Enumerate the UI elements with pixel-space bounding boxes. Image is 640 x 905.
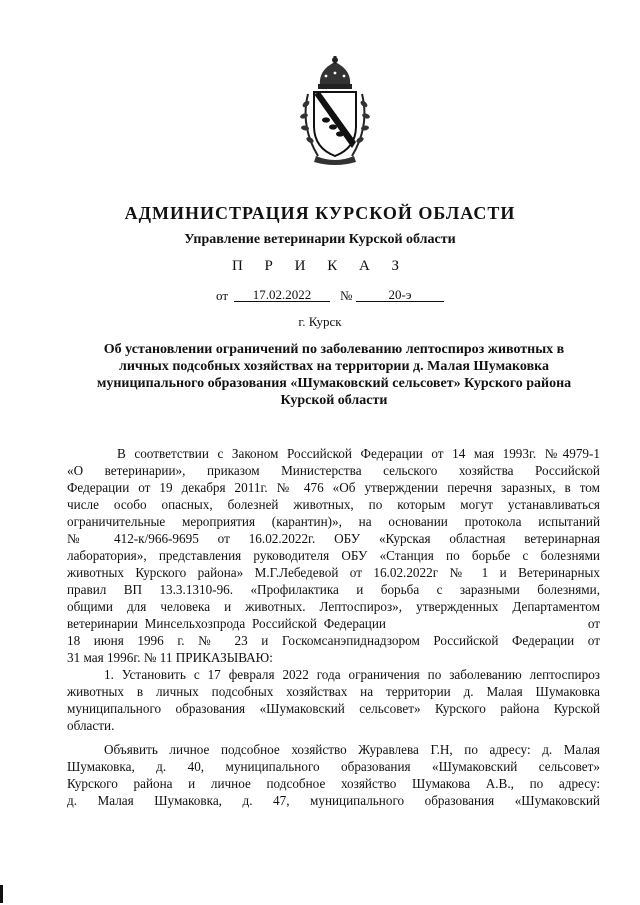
body-line: 1. Установить с 17 февраля 2022 года ограничения по заболеванию лептоспироз xyxy=(104,667,600,682)
body-line: 31 мая 1996г. № 11 ПРИКАЗЫВАЮ: xyxy=(67,650,273,665)
organization-name: АДМИНИСТРАЦИЯ КУРСКОЙ ОБЛАСТИ xyxy=(124,203,516,223)
order-title xyxy=(60,341,608,409)
title-line: муниципального образования «Шумаковский сельсовет» Курского района xyxy=(96,376,572,391)
body-line: № 412-к/966-9695 от 16.02.2022г. ОБУ «Курская областная ветеринарная xyxy=(67,531,600,546)
body-line: Шумаковка, д. 40, муниципального образования «Шумаковский сельсовет» xyxy=(67,759,600,774)
body-line: ветеринарии Минсельхозпрода Российской Федерации от xyxy=(67,616,600,631)
title-line: Об установлении ограничений по заболеванию лептоспироз животных в xyxy=(103,342,565,357)
body-line: числе особо опасных, болезней животных, по которым могут устанавливаться xyxy=(67,497,600,512)
document-type: П Р И К А З xyxy=(231,258,409,274)
body-line: ограничительные мероприятия (карантин)», на основании протокола испытаний xyxy=(67,514,600,529)
coat-of-arms-emblem xyxy=(296,56,374,166)
date-prefix: от xyxy=(216,288,229,303)
body-line: лаборатория», представления руководителя ОБУ «Станция по борьбе с болезнями xyxy=(67,548,600,563)
body-line: Курского района и личное подсобное хозяйство Шумакова А.В., по адресу: xyxy=(67,776,600,791)
body-line: муниципального образования «Шумаковский сельсовет» Курского района Курской xyxy=(67,701,600,716)
body-line: Федерации от 19 декабря 2011г. № 476 «Об утверждении перечня заразных, в том xyxy=(67,480,600,495)
body-line: животных в личных подсобных хозяйствах на территории д. Малая Шумаковка xyxy=(67,684,600,699)
body-line: животных Курского района» М.Г.Лебедевой от 16.02.2022г № 1 и Ветеринарных xyxy=(67,565,600,580)
body-line: Объявить личное подсобное хозяйство Журавлева Г.Н, по адресу: д. Малая xyxy=(104,742,600,757)
body-line: 18 июня 1996 г. № 23 и Госкомсанэпиднадзором Российской Федерации от xyxy=(67,633,600,648)
body-line: области. xyxy=(67,718,115,733)
body-line: «О ветеринарии», приказом Министерства сельского хозяйства Российской xyxy=(67,463,600,478)
body-line: д. Малая Шумаковка, д. 47, муниципального образования «Шумаковский xyxy=(67,793,600,808)
title-line: личных подсобных хозяйствах на территории д. Малая Шумаковка xyxy=(119,359,549,374)
number-prefix: № xyxy=(340,288,353,303)
scan-edge-mark xyxy=(0,885,3,903)
city: г. Курск xyxy=(298,314,342,329)
order-number: 20-э xyxy=(356,288,444,302)
body-line: общими для человека и животных. Лептоспироз», утвержденных Департаментом xyxy=(67,599,600,614)
order-date: 17.02.2022 xyxy=(234,288,330,302)
department-name: Управление ветеринарии Курской области xyxy=(184,232,456,247)
title-line: Курской области xyxy=(280,393,388,408)
body-line: В соответствии с Законом Российской Федерации от 14 мая 1993г. №4979-1 xyxy=(117,446,600,461)
body-line: правил ВП 13.3.1310-96. «Профилактика и борьба с заразными болезнями, xyxy=(67,582,600,597)
